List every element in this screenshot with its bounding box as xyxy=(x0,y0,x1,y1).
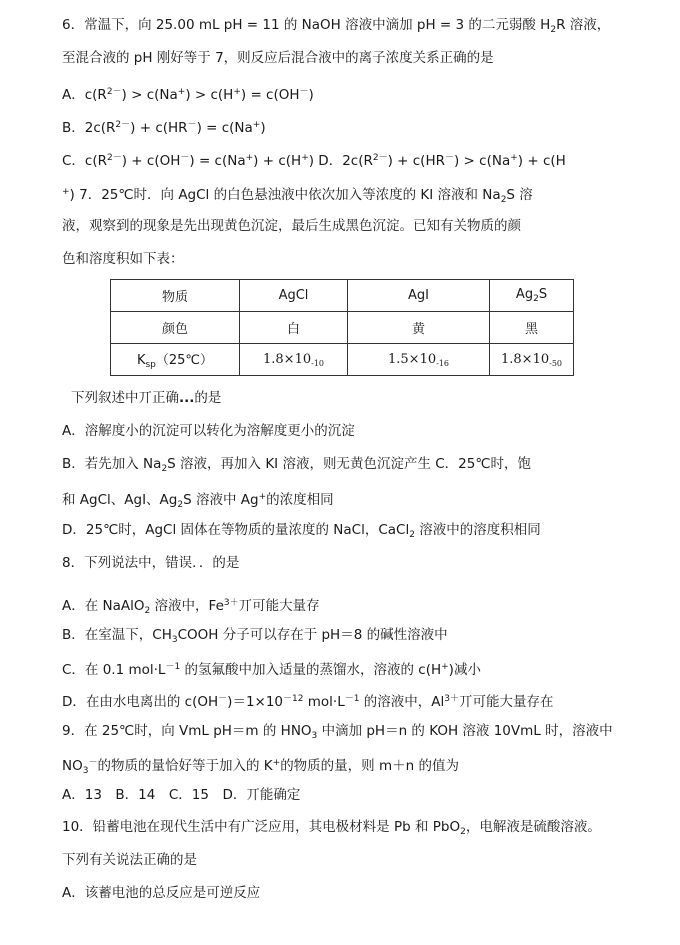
q7-option-d: D．25℃时，AgCl 固体在等物质的量浓度的 NaCl，CaCl$_2$ 溶液中的溶度积相同 xyxy=(62,522,541,540)
table-row xyxy=(111,280,574,312)
q6-option-b: B．$2c(R^{2-}) + c(HR^-) = c(Na^+)$ xyxy=(62,120,266,136)
q8-option-a: A．在 NaAlO$_2$ 溶液中，$Fe^{3+}$丌可能大量存 xyxy=(62,598,320,616)
q9-stem-line2: $NO_3^-$的物质的量恰好等于加入的 K+的物质的量，则 m＋n 的值为 xyxy=(62,758,459,776)
q8-option-b: B．在室温下，$CH_3COOH$ 分子可以存在于 pH＝8 的碱性溶液中 xyxy=(62,627,448,645)
q6-stem-line2: 至混合液的 pH 刚好等于 7，则反应后混合液中的离子浓度关系正确的是 xyxy=(62,50,494,66)
table-cell: $K_{sp}(25℃)$ xyxy=(111,344,240,376)
q7-stem-line3: 色和溶度积如下表： xyxy=(62,251,184,267)
q7-stem-line2: 液，观察到的现象是先出现黄色沉淀，最后生成黑色沉淀。已知有关物质的颜 xyxy=(62,218,521,234)
table-cell: 白 xyxy=(240,312,348,344)
q10-stem-line2: 下列有关说法正确的是 xyxy=(62,852,197,868)
table-row xyxy=(111,344,574,376)
table-cell: 颜色 xyxy=(111,312,240,344)
table-cell: $1.5\times 10_{-16}$ xyxy=(348,344,490,376)
table-row xyxy=(111,312,574,344)
table-header-cell: AgCl xyxy=(240,280,348,312)
q6-option-c-d: C．$c(R^{2-}) + c(OH^-) = c(Na^+) + c(H^+)$ D．$2c(R^{2-}) + c(HR^-) > c(Na^+) + c(H$ xyxy=(62,153,566,169)
table-cell: 黄 xyxy=(348,312,490,344)
q6-option-a: A．$c(R^{2-}) > c(Na^+) > c(H^+) = c(OH^-)$ xyxy=(62,87,314,103)
table-cell: 黑 xyxy=(490,312,574,344)
q7-stem-line1: +) 7．25℃时．向 AgCl 的白色悬浊液中依次加入等浓度的 KI 溶液和 $Na_2S$ 溶 xyxy=(62,187,533,205)
ksp-table xyxy=(110,279,574,376)
q9-options: A．13 B．14 C．15 D．丌能确定 xyxy=(62,787,301,803)
table-header-cell: $Ag_2S$ xyxy=(490,280,574,312)
q7-option-a: A．溶解度小的沉淀可以转化为溶解度更小的沉淀 xyxy=(62,423,355,439)
q7-question: 下列叙述中丌正确...的是 xyxy=(71,390,222,406)
q8-option-d: D．在由水电离出的 $c(OH^-)=1\times 10^{-12}$ $mol\cdot L^{-1}$ 的溶液中，$Al^{3+}$丌可能大量存在 xyxy=(62,694,554,710)
q10-option-a: A．该蓄电池的总反应是可逆反应 xyxy=(62,885,261,901)
q10-stem-line1: 10．铅蓄电池在现代生活中有广泛应用，其电极材料是 Pb 和 PbO$_2$，电解液是硫酸溶液。 xyxy=(62,819,601,837)
table-header-cell: 物质 xyxy=(111,280,240,312)
q9-stem-line1: 9．在 25℃时，向 VmL pH＝m 的 $HNO_3$ 中滴加 pH＝n 的 KOH 溶液 10VmL 时，溶液中 xyxy=(62,723,613,741)
q7-option-b: B．若先加入 $Na_2S$ 溶液，再加入 KI 溶液，则无黄色沉淀产生 C．25℃时，饱 xyxy=(62,456,532,474)
q8-stem: 8．下列说法中，错误．．的是 xyxy=(62,555,240,571)
q7-option-c: 和 AgCl、AgI、$Ag_2S$ 溶液中 Ag+的浓度相同 xyxy=(62,492,334,510)
q6-stem-line1: 6．常温下，向 25.00 mL pH = 11 的 NaOH 溶液中滴加 pH = 3 的二元弱酸 $H_2R$ 溶液， xyxy=(62,17,611,35)
q8-option-c: C．在 0.1 $mol\cdot L^{-1}$ 的氢氟酸中加入适量的蒸馏水，溶液的 c(H+)减小 xyxy=(62,662,481,678)
table-cell: $1.8\times 10_{-50}$ xyxy=(490,344,574,376)
table-cell: $1.8\times 10_{-10}$ xyxy=(240,344,348,376)
table-header-cell: AgI xyxy=(348,280,490,312)
